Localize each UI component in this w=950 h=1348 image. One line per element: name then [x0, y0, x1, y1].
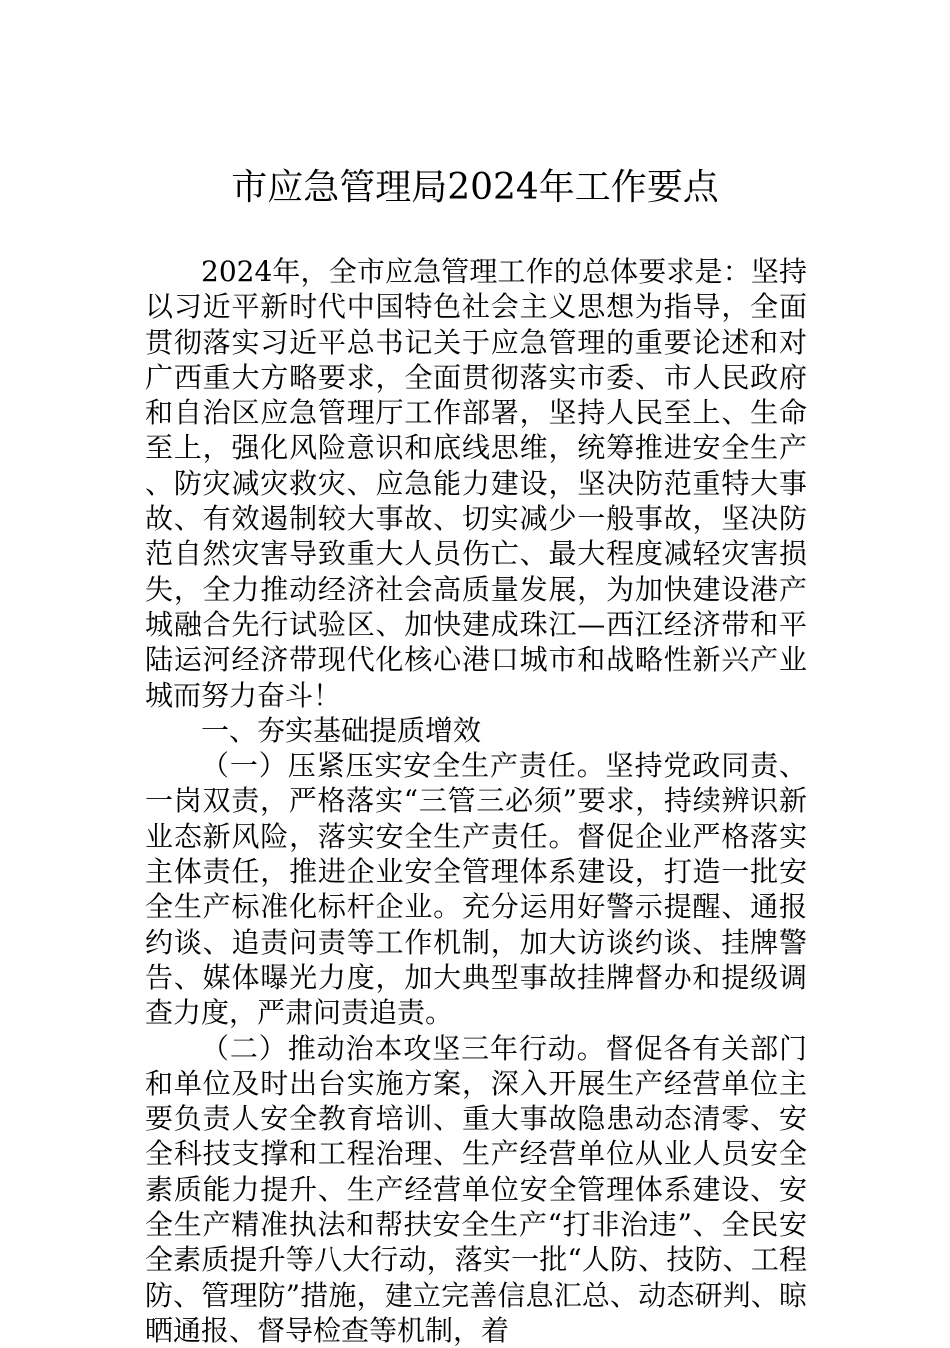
subsection-paragraph-1: （一）压紧压实安全生产责任。坚持党政同责、一岗双责，严格落实“三管三必须”要求，持续辨识新业态新风险，落实安全生产责任。督促企业严格落实主体责任，推进企业安全管理体系建设，打造一批安全生产标准化标杆企业。充分运用好警示提醒、通报约谈、追责问责等工作机制，加大访谈约谈、挂牌警告、媒体曝光力度，加大典型事故挂牌督办和提级调查力度，严肃问责追责。	[145, 749, 807, 1030]
document-body	[145, 254, 807, 1348]
section-heading: 一、夯实基础提质增效	[201, 713, 482, 747]
subsection-paragraph-2: （二）推动治本攻坚三年行动。督促各有关部门和单位及时出台实施方案，深入开展生产经营单位主要负责人安全教育培训、重大事故隐患动态清零、安全科技支撑和工程治理、生产经营单位从业人员安全素质能力提升、生产经营单位安全管理体系建设、安全生产精准执法和帮扶安全生产“打非治违”、全民安全素质提升等八大行动，落实一批“人防、技防、工程防、管理防”措施，建立完善信息汇总、动态研判、晾晒通报、督导检查等机制，着	[145, 1031, 807, 1347]
document-title: 市应急管理局2024年工作要点	[231, 167, 719, 208]
intro-paragraph: 2024年，全市应急管理工作的总体要求是：坚持以习近平新时代中国特色社会主义思想为指导，全面贯彻落实习近平总书记关于应急管理的重要论述和对广西重大方略要求，全面贯彻落实市委、市人民政府和自治区应急管理厅工作部署，坚持人民至上、生命至上，强化风险意识和底线思维，统筹推进安全生产、防灾减灾救灾、应急能力建设，坚决防范重特大事故、有效遏制较大事故、切实减少一般事故，坚决防范自然灾害导致重大人员伤亡、最大程度减轻灾害损失，全力推动经济社会高质量发展，为加快建设港产城融合先行试验区、加快建成珠江—西江经济带和平陆运河经济带现代化核心港口城市和战略性新兴产业城而努力奋斗！	[145, 255, 807, 712]
